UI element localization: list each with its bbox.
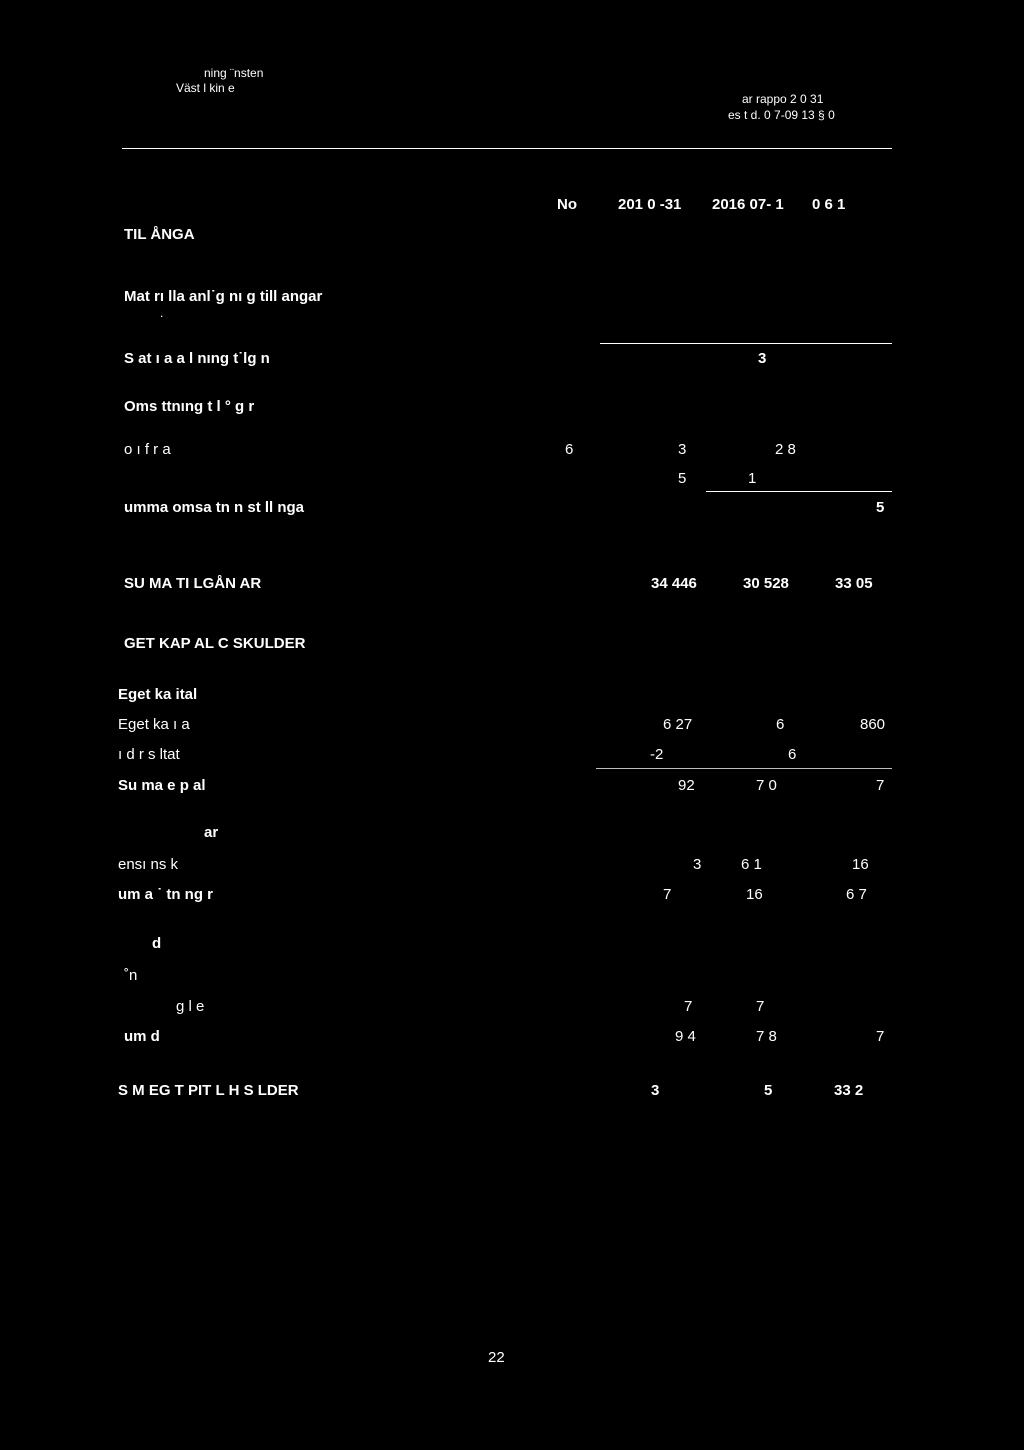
current-assets-rule xyxy=(706,491,892,492)
report-approval: es t d. 0 7-09 13 § 0 xyxy=(728,108,835,122)
value-equity-1: 6 27 xyxy=(663,716,693,733)
column-period-2: 2016 07- 1 xyxy=(712,196,784,213)
label-pension-provisions: ensı ns k xyxy=(118,856,179,873)
equity-rule xyxy=(596,768,892,769)
column-period-3: 0 6 1 xyxy=(812,196,846,213)
fixed-assets-rule xyxy=(600,343,892,344)
value-equity-2: 6 xyxy=(776,716,785,733)
header-divider xyxy=(122,148,892,149)
value-total-equity-liabilities-3: 33 2 xyxy=(834,1082,864,1099)
label-equity: Eget ka ı a xyxy=(118,716,190,733)
heading-short-term-liabilities: ˚n xyxy=(124,967,138,984)
heading-equity-liabilities: GET KAP AL C SKULDER xyxy=(124,635,306,652)
value-total-provisions-1: 7 xyxy=(663,886,672,903)
label-total-equity-liabilities: S M EG T PIT L H S LDER xyxy=(118,1082,299,1099)
value-total-provisions-3: 6 7 xyxy=(846,886,867,903)
value-total-current-assets-3: 5 xyxy=(876,499,885,516)
value-period-result-1: -2 xyxy=(650,746,664,763)
heading-equity: Eget ka ital xyxy=(118,686,198,703)
value-total-assets-3: 33 05 xyxy=(835,575,873,592)
value-total-assets-1: 34 446 xyxy=(651,575,697,592)
label-total-equity: Su ma e p al xyxy=(118,777,206,794)
note-short-term-receivables: 6 xyxy=(565,441,574,458)
heading-assets: TIL ÅNGA xyxy=(124,226,195,243)
label-total-fixed-assets: S at ı a a l nıng t˙lg n xyxy=(124,350,270,367)
value-total-liabilities-2: 7 8 xyxy=(756,1028,777,1045)
label-total-assets: SU MA TI LGÅN AR xyxy=(124,575,262,592)
value-total-equity-2: 7 0 xyxy=(756,777,777,794)
report-title: ar rappo 2 0 31 xyxy=(742,92,824,106)
label-total-current-assets: umma omsa tn n st ll nga xyxy=(124,499,305,516)
value-subtotal-1: 5 xyxy=(678,470,687,487)
value-total-provisions-2: 16 xyxy=(746,886,763,903)
value-period-result-2: 6 xyxy=(788,746,797,763)
value-total-equity-1: 92 xyxy=(678,777,695,794)
column-note: No xyxy=(557,196,577,213)
value-short-term-receivables-2: 2 8 xyxy=(775,441,796,458)
value-total-fixed-assets-2: 3 xyxy=(758,350,767,367)
value-pension-2: 6 1 xyxy=(741,856,762,873)
tangible-assets-marker: . xyxy=(160,306,164,320)
org-subtitle: Väst l kin e xyxy=(176,81,235,95)
heading-liabilities: d xyxy=(152,935,162,952)
value-short-term-receivables-1: 3 xyxy=(678,441,687,458)
value-total-equity-3: 7 xyxy=(876,777,885,794)
value-equity-3: 860 xyxy=(860,716,886,733)
value-total-assets-2: 30 528 xyxy=(743,575,789,592)
value-subtotal-2: 1 xyxy=(748,470,757,487)
value-other-liabilities-1: 7 xyxy=(684,998,693,1015)
column-period-1: 201 0 -31 xyxy=(618,196,682,213)
org-name: ning ¨nsten xyxy=(204,66,264,80)
page-number: 22 xyxy=(488,1349,505,1366)
value-total-liabilities-1: 9 4 xyxy=(675,1028,696,1045)
label-total-liabilities: um d xyxy=(124,1028,160,1045)
label-total-provisions: um a ˙ tn ng r xyxy=(118,886,213,903)
label-other-liabilities: g l e xyxy=(176,998,205,1015)
heading-tangible-assets: Mat rı lla anl˙g nı g till angar xyxy=(124,288,323,305)
label-short-term-receivables: o ı f r a xyxy=(124,441,171,458)
heading-provisions: ar xyxy=(204,824,219,841)
value-total-equity-liabilities-2: 5 xyxy=(764,1082,773,1099)
value-total-equity-liabilities-1: 3 xyxy=(651,1082,660,1099)
value-pension-3: 16 xyxy=(852,856,869,873)
heading-current-assets: Oms ttnıng t l ° g r xyxy=(124,398,255,415)
label-period-result: ı d r s ltat xyxy=(118,746,180,763)
value-total-liabilities-3: 7 xyxy=(876,1028,885,1045)
value-other-liabilities-2: 7 xyxy=(756,998,765,1015)
value-pension-1: 3 xyxy=(693,856,702,873)
